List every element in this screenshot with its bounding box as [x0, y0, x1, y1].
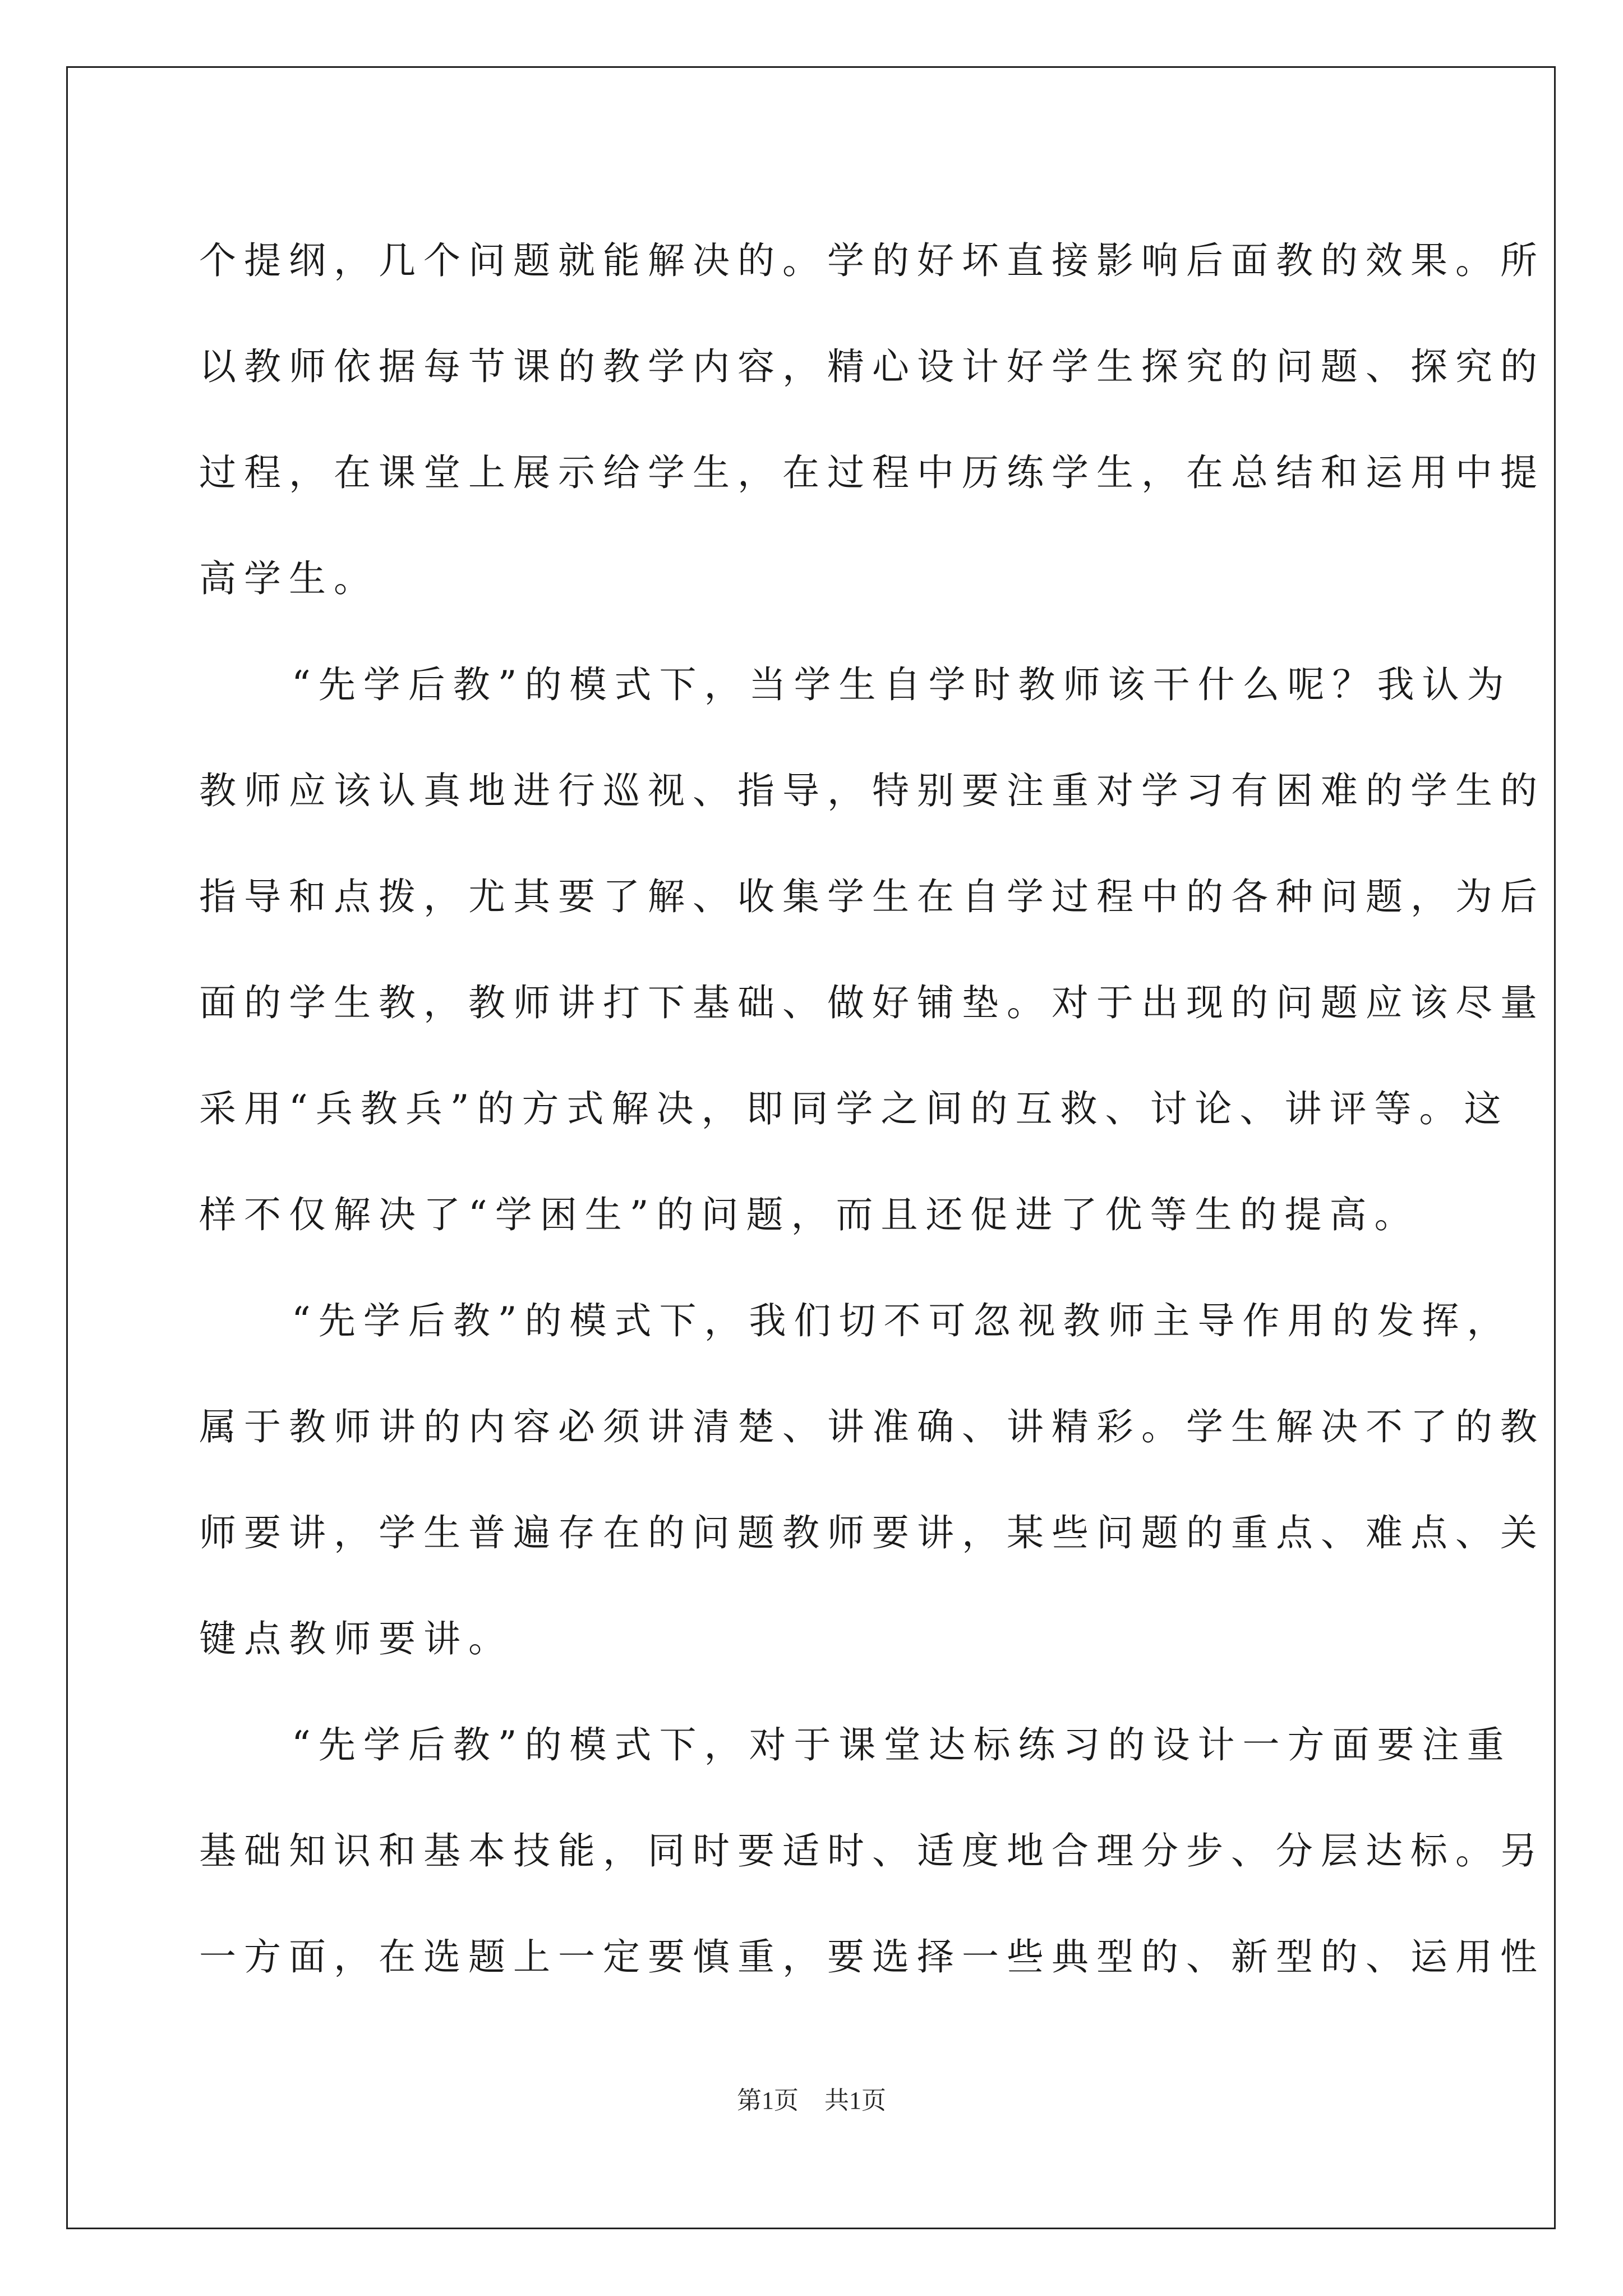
text-line: 指导和点拨，尤其要了解、收集学生在自学过程中的各种问题，为后: [199, 875, 1545, 918]
paragraph-4: [199, 1692, 1545, 2010]
text-line: “先学后教”的模式下，我们切不可忽视教师主导作用的发挥，: [292, 1299, 1512, 1342]
document-body: [199, 208, 1545, 2010]
page-number: 第1页: [737, 2087, 799, 2114]
text-line: 属于教师讲的内容必须讲清楚、讲准确、讲精彩。学生解决不了的教: [199, 1405, 1545, 1448]
text-line: 高学生。: [199, 557, 379, 600]
text-line: 以教师依据每节课的教学内容，精心设计好学生探究的问题、探究的: [199, 345, 1545, 388]
text-line: 键点教师要讲。: [199, 1617, 513, 1660]
text-line: 过程，在课堂上展示给学生，在过程中历练学生，在总结和运用中提: [199, 451, 1545, 494]
text-line: 基础知识和基本技能，同时要适时、适度地合理分步、分层达标。另: [199, 1829, 1545, 1872]
page-footer: [0, 2080, 1623, 2116]
page-total: 共1页: [824, 2087, 886, 2114]
text-line: “先学后教”的模式下，当学生自学时教师该干什么呢？我认为: [292, 663, 1512, 706]
text-line: “先学后教”的模式下，对于课堂达标练习的设计一方面要注重: [292, 1723, 1512, 1766]
paragraph-3: [199, 1268, 1545, 1692]
text-line: 一方面，在选题上一定要慎重，要选择一些典型的、新型的、运用性: [199, 1935, 1545, 1978]
text-line: 个提纲，几个问题就能解决的。学的好坏直接影响后面教的效果。所: [199, 239, 1545, 282]
text-line: 样不仅解决了“学困生”的问题，而且还促进了优等生的提高。: [199, 1193, 1419, 1236]
text-line: 师要讲，学生普遍存在的问题教师要讲，某些问题的重点、难点、关: [199, 1511, 1545, 1554]
paragraph-2: [199, 632, 1545, 1268]
text-line: 教师应该认真地进行巡视、指导，特别要注重对学习有困难的学生的: [199, 769, 1545, 812]
text-line: 采用“兵教兵”的方式解决，即同学之间的互救、讨论、讲评等。这: [199, 1087, 1509, 1130]
text-line: 面的学生教，教师讲打下基础、做好铺垫。对于出现的问题应该尽量: [199, 981, 1545, 1024]
paragraph-1: [199, 208, 1545, 632]
